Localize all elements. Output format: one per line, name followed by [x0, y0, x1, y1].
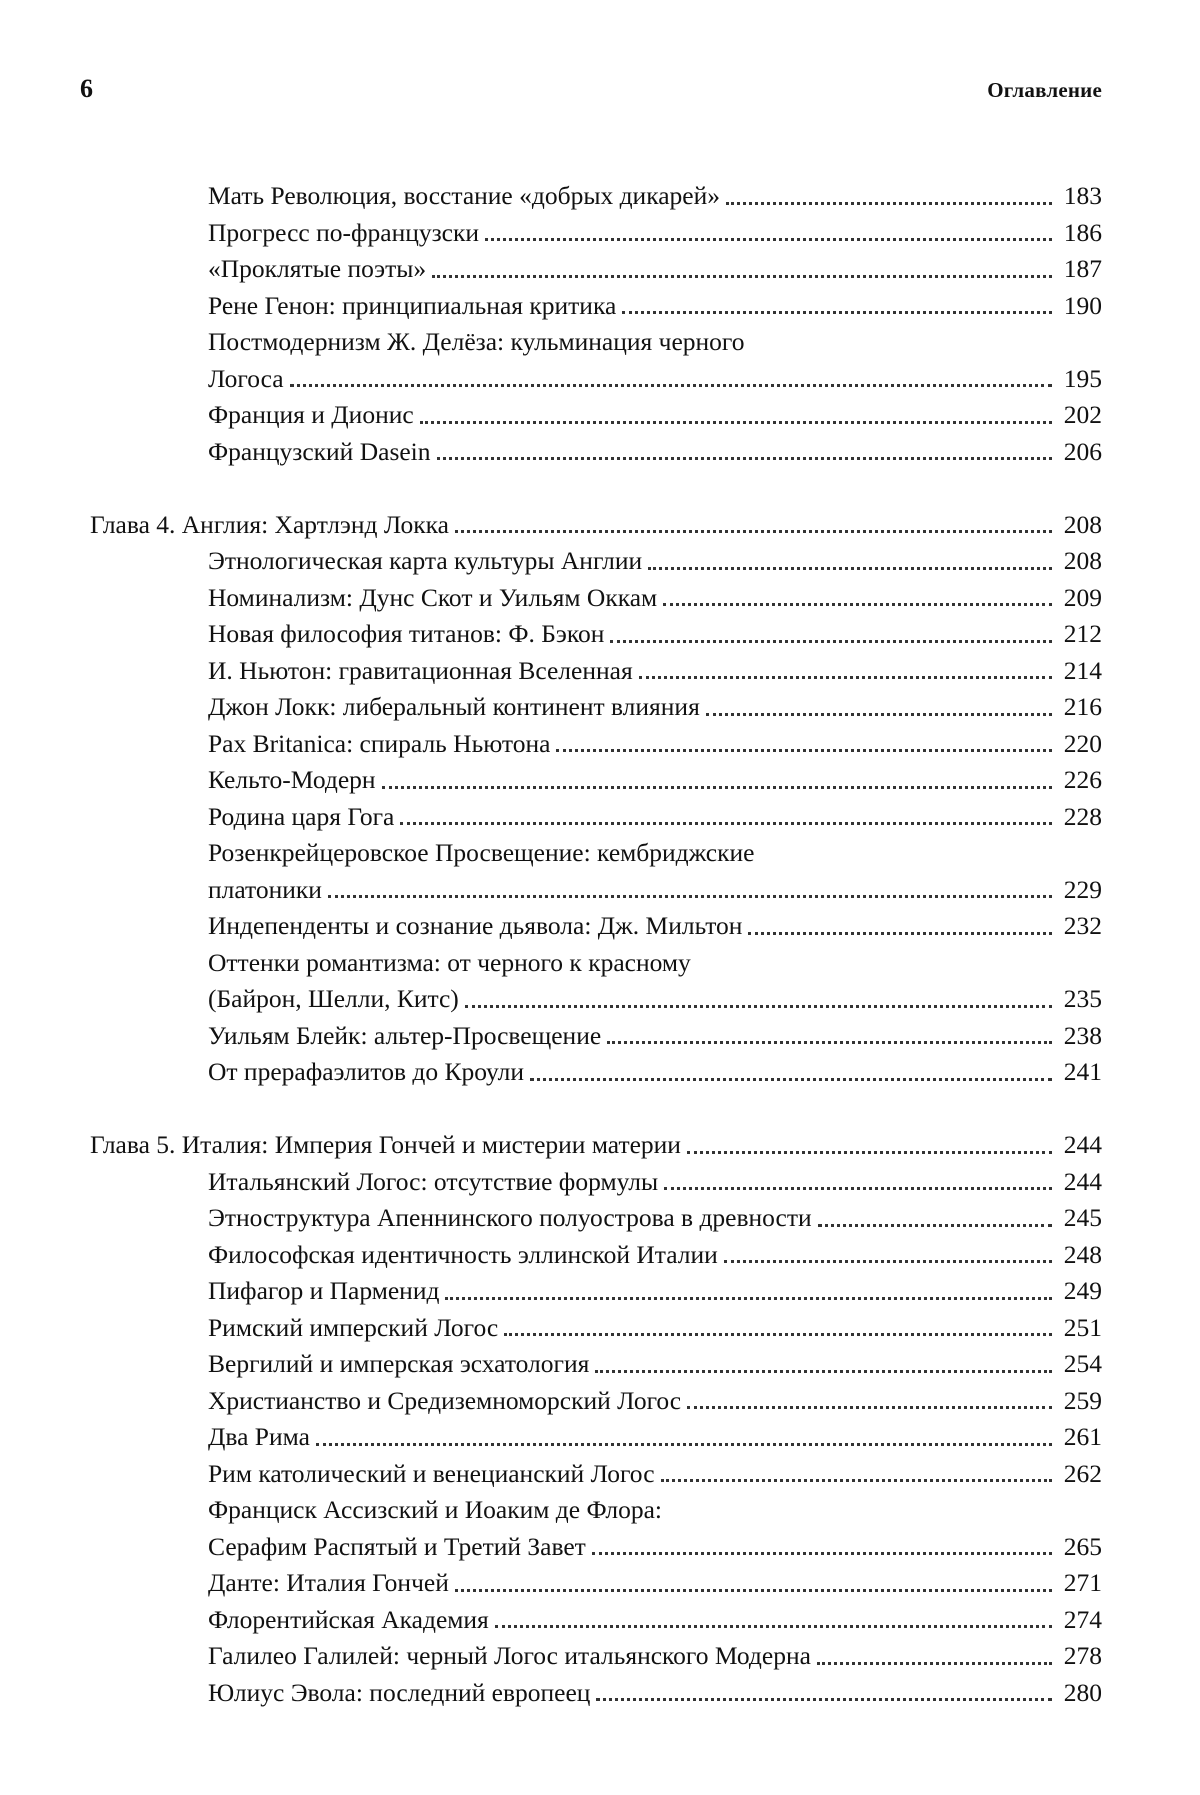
entry-title: Французский Dasein: [208, 434, 431, 471]
entry-page-number: 190: [1058, 288, 1102, 325]
chapter-entry: [90, 1127, 1102, 1164]
dot-leader: [622, 311, 1052, 314]
toc-entry: [90, 1638, 1102, 1675]
toc-entry: [90, 361, 1102, 398]
dot-leader: [592, 1552, 1052, 1555]
dot-leader: [607, 1041, 1052, 1044]
entry-title: Юлиус Эвола: последний европеец: [208, 1675, 590, 1712]
toc-entry: [90, 872, 1102, 909]
dot-leader: [382, 786, 1052, 789]
dot-leader: [485, 238, 1052, 241]
entry-title: Рене Генон: принципиальная критика: [208, 288, 616, 325]
toc-entry: [90, 434, 1102, 471]
dot-leader: [432, 275, 1052, 278]
dot-leader: [420, 421, 1052, 424]
entry-title-line: Франциск Ассизский и Иоаким де Флора:: [90, 1492, 1102, 1529]
entry-title: Серафим Распятый и Третий Завет: [208, 1529, 586, 1566]
entry-page-number: 248: [1058, 1237, 1102, 1274]
dot-leader: [661, 1479, 1052, 1482]
toc-entry: [90, 1273, 1102, 1310]
toc-entry: [90, 178, 1102, 215]
entry-title: (Байрон, Шелли, Китс): [208, 981, 459, 1018]
dot-leader: [724, 1260, 1052, 1263]
toc-entry: [90, 1529, 1102, 1566]
entry-title: Галилео Галилей: черный Логос итальянского Модерна: [208, 1638, 811, 1675]
dot-leader: [687, 1406, 1052, 1409]
entry-title: Данте: Италия Гончей: [208, 1565, 449, 1602]
toc-entry: [90, 251, 1102, 288]
entry-page-number: 202: [1058, 397, 1102, 434]
entry-page-number: 226: [1058, 762, 1102, 799]
dot-leader: [400, 822, 1052, 825]
entry-page-number: 187: [1058, 251, 1102, 288]
toc-entry: [90, 397, 1102, 434]
dot-leader: [639, 676, 1052, 679]
entry-page-number: 244: [1058, 1164, 1102, 1201]
toc-entry: [90, 1456, 1102, 1493]
dot-leader: [818, 1224, 1052, 1227]
entry-title: Рим католический и венецианский Логос: [208, 1456, 655, 1493]
toc-entry: [90, 580, 1102, 617]
entry-page-number: 216: [1058, 689, 1102, 726]
dot-leader: [495, 1625, 1052, 1628]
entry-title: «Проклятые поэты»: [208, 251, 426, 288]
dot-leader: [748, 932, 1052, 935]
dot-leader: [648, 567, 1052, 570]
dot-leader: [817, 1662, 1052, 1665]
entry-page-number: 278: [1058, 1638, 1102, 1675]
dot-leader: [316, 1443, 1052, 1446]
toc-entry: [90, 653, 1102, 690]
entry-page-number: 228: [1058, 799, 1102, 836]
toc-entry: [90, 981, 1102, 1018]
entry-title: Мать Революция, восстание «добрых дикарей»: [208, 178, 720, 215]
entry-page-number: 214: [1058, 653, 1102, 690]
entry-title: Этнологическая карта культуры Англии: [208, 543, 642, 580]
toc-entry: [90, 726, 1102, 763]
dot-leader: [455, 1589, 1052, 1592]
dot-leader: [595, 1370, 1052, 1373]
toc-entry: [90, 799, 1102, 836]
entry-title: Индепенденты и сознание дьявола: Дж. Мильтон: [208, 908, 742, 945]
entry-page-number: 232: [1058, 908, 1102, 945]
dot-leader: [437, 457, 1052, 460]
toc-entry: [90, 689, 1102, 726]
page-number: 6: [80, 74, 93, 104]
chapter-title: Глава 4. Англия: Хартлэнд Локка: [90, 507, 449, 544]
entry-title: Номинализм: Дунс Скот и Уильям Оккам: [208, 580, 657, 617]
entry-page-number: 183: [1058, 178, 1102, 215]
entry-title: Христианство и Средиземноморский Логос: [208, 1383, 681, 1420]
entry-page-number: 251: [1058, 1310, 1102, 1347]
dot-leader: [706, 713, 1052, 716]
entry-page-number: 280: [1058, 1675, 1102, 1712]
entry-title: Итальянский Логос: отсутствие формулы: [208, 1164, 658, 1201]
entry-page-number: 212: [1058, 616, 1102, 653]
entry-title: Этноструктура Апеннинского полуострова в древности: [208, 1200, 812, 1237]
entry-page-number: 249: [1058, 1273, 1102, 1310]
entry-page-number: 206: [1058, 434, 1102, 471]
dot-leader: [455, 530, 1052, 533]
entry-page-number: 262: [1058, 1456, 1102, 1493]
dot-leader: [726, 202, 1052, 205]
table-of-contents: [90, 178, 1102, 1748]
entry-page-number: 235: [1058, 981, 1102, 1018]
entry-title: Уильям Блейк: альтер-Просвещение: [208, 1018, 601, 1055]
toc-entry: [90, 616, 1102, 653]
dot-leader: [687, 1151, 1052, 1154]
toc-entry: [90, 1237, 1102, 1274]
entry-page-number: 241: [1058, 1054, 1102, 1091]
entry-title: Римский имперский Логос: [208, 1310, 498, 1347]
dot-leader: [465, 1005, 1052, 1008]
entry-page-number: 261: [1058, 1419, 1102, 1456]
toc-entry: [90, 1675, 1102, 1712]
entry-title: Пифагор и Парменид: [208, 1273, 439, 1310]
entry-title: Pax Britanica: спираль Ньютона: [208, 726, 550, 763]
entry-page-number: 209: [1058, 580, 1102, 617]
toc-entry: [90, 762, 1102, 799]
toc-group: [90, 178, 1102, 470]
entry-title: Два Рима: [208, 1419, 310, 1456]
entry-title: платоники: [208, 872, 322, 909]
chapter-page-number: 244: [1058, 1127, 1102, 1164]
dot-leader: [596, 1698, 1052, 1701]
dot-leader: [504, 1333, 1052, 1336]
dot-leader: [610, 640, 1052, 643]
entry-title: Логоса: [208, 361, 284, 398]
toc-group: [90, 507, 1102, 1091]
toc-entry: [90, 288, 1102, 325]
toc-entry: [90, 1200, 1102, 1237]
entry-title: Вергилий и имперская эсхатология: [208, 1346, 589, 1383]
entry-page-number: 186: [1058, 215, 1102, 252]
toc-entry: [90, 1164, 1102, 1201]
entry-page-number: 220: [1058, 726, 1102, 763]
entry-page-number: 195: [1058, 361, 1102, 398]
toc-entry: [90, 215, 1102, 252]
entry-page-number: 208: [1058, 543, 1102, 580]
dot-leader: [556, 749, 1052, 752]
entry-title: Флорентийская Академия: [208, 1602, 489, 1639]
dot-leader: [328, 895, 1052, 898]
entry-page-number: 245: [1058, 1200, 1102, 1237]
entry-title: Франция и Дионис: [208, 397, 414, 434]
entry-title: От прерафаэлитов до Кроули: [208, 1054, 524, 1091]
dot-leader: [290, 384, 1052, 387]
entry-page-number: 259: [1058, 1383, 1102, 1420]
entry-title-line: Розенкрейцеровское Просвещение: кембриджские: [90, 835, 1102, 872]
entry-title: Прогресс по-французски: [208, 215, 479, 252]
entry-title-line: Оттенки романтизма: от черного к красному: [90, 945, 1102, 982]
entry-title: Родина царя Гога: [208, 799, 394, 836]
toc-entry: [90, 1383, 1102, 1420]
entry-title: Новая философия титанов: Ф. Бэкон: [208, 616, 604, 653]
entry-page-number: 265: [1058, 1529, 1102, 1566]
toc-entry: [90, 908, 1102, 945]
dot-leader: [530, 1078, 1052, 1081]
entry-title: Философская идентичность эллинской Италии: [208, 1237, 718, 1274]
entry-page-number: 229: [1058, 872, 1102, 909]
running-head: Оглавление: [987, 78, 1102, 103]
toc-entry: [90, 543, 1102, 580]
entry-title: Кельто-Модерн: [208, 762, 376, 799]
toc-entry: [90, 1419, 1102, 1456]
dot-leader: [445, 1297, 1052, 1300]
chapter-entry: [90, 507, 1102, 544]
entry-page-number: 271: [1058, 1565, 1102, 1602]
toc-group: [90, 1127, 1102, 1711]
toc-entry: [90, 1565, 1102, 1602]
dot-leader: [664, 1187, 1052, 1190]
entry-page-number: 254: [1058, 1346, 1102, 1383]
chapter-title: Глава 5. Италия: Империя Гончей и мистерии материи: [90, 1127, 681, 1164]
toc-entry: [90, 1054, 1102, 1091]
entry-page-number: 274: [1058, 1602, 1102, 1639]
dot-leader: [663, 603, 1052, 606]
toc-entry: [90, 1310, 1102, 1347]
entry-title: Джон Локк: либеральный континент влияния: [208, 689, 700, 726]
chapter-page-number: 208: [1058, 507, 1102, 544]
entry-title: И. Ньютон: гравитационная Вселенная: [208, 653, 633, 690]
entry-title-line: Постмодернизм Ж. Делёза: кульминация черного: [90, 324, 1102, 361]
toc-entry: [90, 1346, 1102, 1383]
toc-entry: [90, 1018, 1102, 1055]
entry-page-number: 238: [1058, 1018, 1102, 1055]
toc-entry: [90, 1602, 1102, 1639]
